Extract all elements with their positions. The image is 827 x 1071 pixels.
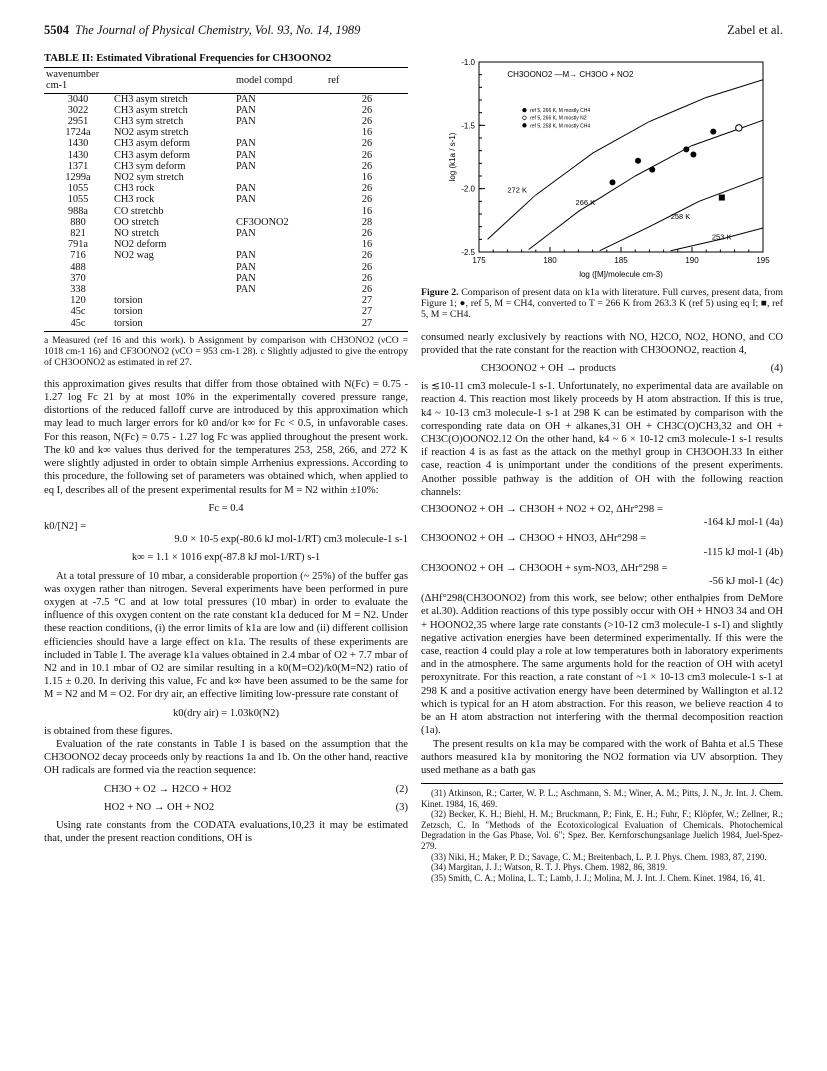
cell-ref: 26 bbox=[361, 160, 373, 172]
rate-constant-chart bbox=[421, 52, 783, 287]
cell-assignment: CH3 asym deform bbox=[114, 149, 191, 161]
cell-ref: 26 bbox=[361, 183, 373, 195]
equation-k0-lhs: k0/[N2] = bbox=[44, 520, 87, 532]
cell-model: PAN bbox=[236, 272, 256, 284]
table-row bbox=[44, 273, 408, 284]
reference-item: (35) Smith, C. A.; Molina, L. T.; Lamb, J. J.; Molina, M. J. Int. J. Chem. Kinet. 1984, 16, 41. bbox=[431, 872, 766, 883]
cell-wavenumber: 988a bbox=[67, 205, 88, 217]
cell-ref: 26 bbox=[361, 228, 373, 240]
reference-item: (32) Becker, K. H.; Biehl, H. M.; Bruckmann, P.; Fink, E. H.; Fuhr, F.; Klöpfer, W.; Zellner, R.; Zetzsch, C. In "Methods of the Ecotoxicological Evaluation of Chemicals. Photochemical Degradation in the Gas Phase, Vol. 6"; Spez. Ber. Kernforschungsanlage Juelich 1984, Juel-Spez-279. bbox=[421, 809, 783, 852]
cell-model: PAN bbox=[236, 183, 256, 195]
cell-assignment: NO2 asym stretch bbox=[114, 127, 189, 139]
table-row bbox=[44, 161, 408, 172]
cell-assignment bbox=[112, 273, 234, 284]
legend-marker bbox=[523, 116, 527, 120]
data-point bbox=[710, 129, 716, 135]
table-row bbox=[44, 228, 408, 239]
paragraph: is obtained from these figures. bbox=[44, 725, 173, 737]
table-header-row bbox=[44, 68, 408, 93]
cell-wavenumber: 338 bbox=[70, 284, 86, 296]
curve-label: 253 K bbox=[711, 232, 732, 242]
equation-number: (2) bbox=[395, 783, 408, 795]
col-header-ref: ref bbox=[326, 68, 408, 93]
cell-model: PAN bbox=[236, 194, 256, 206]
x-tick-label: 180 bbox=[543, 256, 557, 265]
cell-ref: 26 bbox=[361, 250, 373, 262]
data-point bbox=[635, 158, 641, 164]
x-tick-label: 175 bbox=[472, 256, 486, 265]
table-row bbox=[44, 217, 408, 228]
table-row bbox=[44, 194, 408, 205]
table-row bbox=[44, 206, 408, 217]
curve-label: 266 K bbox=[575, 198, 596, 208]
y-tick-label: -2.0 bbox=[461, 184, 475, 194]
cell-assignment: CO stretchb bbox=[114, 205, 164, 217]
table-row bbox=[44, 93, 408, 105]
journal-title: The Journal of Physical Chemistry, Vol. 93, No. 14, 1989 bbox=[75, 23, 361, 37]
left-column bbox=[44, 52, 408, 845]
cell-assignment: CH3 asym stretch bbox=[114, 104, 188, 116]
y-tick-label: -2.5 bbox=[461, 248, 475, 257]
cell-model: PAN bbox=[236, 228, 256, 240]
cell-wavenumber: 880 bbox=[70, 216, 86, 228]
paragraph: Evaluation of the rate constants in Table I is based on the assumption that the CH3OONO2 decay proceeds only by reactions 1a and 1b. On the other hand, reactive OH radicals are formed via the reaction sequence: bbox=[44, 738, 408, 777]
cell-wavenumber: 791a bbox=[67, 239, 88, 251]
cell-ref: 26 bbox=[361, 116, 373, 128]
table-row bbox=[44, 284, 408, 295]
paragraph: At a total pressure of 10 mbar, a considerable proportion (~ 25%) of the buffer gas was oxygen rather than nitrogen. Several experiments have been performed in pure oxygen at -7.5 °C and at low total pressures (10 mbar) in order to evaluate the influence of this oxygen content on the rate constant k1a deduced for M = N2. Under these reaction conditions, (i) the error limits of k1a are low and (ii) different collision efficiencies should have a large effect on k1a. The results of these experiments are included in Table I. The average k1a values obtained in 2.4 mbar of O2 + 7.7 mbar of N2 and in 10.1 mbar of O2 are similar resulting in a k0(M=O2)/k0(M=N2) ratio of 1.15 ± 0.20. In deriving this value, Fc and k∞ have been assumed to be the same for M = N2 and M = O2. For dry air, an effective limiting low-pressure rate constant of bbox=[44, 570, 408, 701]
curve-label: 258 K bbox=[670, 212, 691, 222]
curve-label: 272 K bbox=[507, 185, 528, 195]
cell-wavenumber: 1055 bbox=[67, 183, 89, 195]
fit-curve bbox=[488, 80, 763, 240]
paragraph: Using rate constants from the CODATA evaluations,10,23 it may be estimated that, under the present reaction conditions, OH is bbox=[44, 819, 408, 845]
cell-ref: 27 bbox=[361, 295, 373, 307]
cell-model bbox=[234, 172, 326, 183]
table-body bbox=[44, 93, 408, 331]
paragraph: this approximation gives results that differ from those obtained with N(Fc) = 0.75 - 1.27 log Fc 21 by at most 10% in the experimentally covered pressure range, distortions of the reduced falloff curve are introduced by this approximation which may lead to much larger errors for k0 and/or k∞ for Fc < 0.5, in unfavorable cases. For this reason, N(Fc) = 0.75 - 1.27 log Fc was applied throughout the present work. The k0 and k∞ values thus derived for the temperatures 253, 258, 266, and 272 K were slightly adjusted in order to obtain simple Arrhenius expressions. According to this procedure, the following set of parameters was obtained which, when applied to eq I, describes all of the present experimental results for M = N2 within ±10%: bbox=[44, 378, 408, 496]
x-tick-label: 190 bbox=[685, 256, 699, 265]
cell-model bbox=[234, 295, 326, 306]
cell-assignment: CH3 asym deform bbox=[114, 138, 191, 150]
paragraph: consumed nearly exclusively by reactions with NO, H2CO, NO2, HONO, and CO provided that the rate constant for the reaction with CH3OONO2, reaction 4, bbox=[421, 331, 783, 356]
cell-wavenumber: 1055 bbox=[67, 194, 89, 206]
references bbox=[421, 783, 783, 883]
cell-ref: 16 bbox=[361, 127, 373, 139]
cell-assignment: CH3 asym stretch bbox=[114, 93, 188, 105]
data-point bbox=[683, 146, 689, 152]
right-column bbox=[421, 52, 783, 883]
cell-assignment: CH3 sym deform bbox=[114, 160, 186, 172]
cell-wavenumber: 1724a bbox=[65, 127, 91, 139]
table-row bbox=[44, 116, 408, 127]
cell-wavenumber: 120 bbox=[70, 295, 86, 307]
cell-model bbox=[234, 127, 326, 138]
equation-dry-air: k0(dry air) = 1.03k0(N2) bbox=[173, 707, 279, 719]
equation-number: (3) bbox=[395, 801, 408, 813]
equation-4a-value: -164 kJ mol-1 (4a) bbox=[703, 517, 783, 529]
cell-model: PAN bbox=[236, 93, 256, 105]
legend-entry: ref 5, 266 K, M mostly N2 bbox=[530, 115, 587, 122]
cell-model bbox=[234, 318, 326, 332]
cell-model: PAN bbox=[236, 250, 256, 262]
reference-item: (33) Niki, H.; Maker, P. D.; Savage, C. M.; Breitenbach, L. P. J. Phys. Chem. 1983, 87, 2190. bbox=[431, 851, 767, 862]
table-row bbox=[44, 172, 408, 183]
table-row bbox=[44, 295, 408, 306]
reference-item: (31) Atkinson, R.; Carter, W. P. L.; Aschmann, S. M.; Winer, A. M.; Pitts, J. N., Jr. Int. J. Chem. Kinet. 1984, 16, 469. bbox=[421, 788, 783, 809]
cell-assignment: CH3 rock bbox=[114, 183, 155, 195]
cell-ref: 26 bbox=[361, 104, 373, 116]
table-row bbox=[44, 318, 408, 332]
plot-frame bbox=[479, 62, 763, 252]
cell-model bbox=[234, 206, 326, 217]
cell-model bbox=[234, 239, 326, 250]
table-title: TABLE II: Estimated Vibrational Frequencies for CH3OONO2 bbox=[44, 53, 332, 64]
cell-assignment: NO2 wag bbox=[114, 250, 154, 262]
cell-model bbox=[234, 306, 326, 317]
table-footnote: a Measured (ref 16 and this work). b Assignment by comparison with CH3ONO2 (νCO = 1018 cm-1 16) and CF3OONO2 (νCO = 953 cm-1 28). c Slightly adjusted to give the entropy of CH3OONO2 as estimated in ref 27. bbox=[44, 334, 408, 368]
cell-ref: 27 bbox=[326, 318, 408, 332]
x-tick-label: 185 bbox=[614, 256, 628, 265]
x-tick-label: 195 bbox=[756, 256, 770, 265]
cell-wavenumber: 488 bbox=[70, 261, 86, 273]
cell-ref: 16 bbox=[361, 205, 373, 217]
equation-text: CH3OONO2 + OH → products bbox=[481, 363, 616, 375]
table-row bbox=[44, 105, 408, 116]
equation-4 bbox=[421, 362, 783, 375]
table-row bbox=[44, 183, 408, 194]
cell-wavenumber: 45c bbox=[70, 306, 86, 318]
fit-curve bbox=[529, 120, 763, 249]
cell-wavenumber: 821 bbox=[70, 228, 86, 240]
frequency-table bbox=[44, 67, 408, 332]
cell-assignment: CH3 sym stretch bbox=[114, 116, 184, 128]
table-row bbox=[44, 250, 408, 261]
cell-wavenumber: 3040 bbox=[67, 93, 89, 105]
cell-ref: 26 bbox=[361, 272, 373, 284]
equation-2 bbox=[44, 783, 408, 796]
cell-wavenumber: 45c bbox=[44, 318, 112, 332]
data-point bbox=[690, 151, 696, 157]
cell-model: PAN bbox=[236, 261, 256, 273]
cell-wavenumber: 1430 bbox=[67, 138, 89, 150]
cell-wavenumber: 1430 bbox=[67, 149, 89, 161]
paragraph: The present results on k1a may be compared with the work of Bahta et al.5 These authors measured k1a by monitoring the NO2 formation via UV absorption. They used methane as a bath gas bbox=[421, 738, 783, 776]
data-point bbox=[609, 179, 615, 185]
legend-entry: ref 5, 266 K, M mostly CH4 bbox=[530, 108, 591, 115]
table-row bbox=[44, 239, 408, 250]
equation-4c-value: -56 kJ mol-1 (4c) bbox=[709, 576, 783, 588]
cell-ref: 28 bbox=[361, 216, 373, 228]
data-point bbox=[649, 167, 655, 173]
cell-ref: 26 bbox=[361, 138, 373, 150]
equation-fc: Fc = 0.4 bbox=[208, 502, 244, 514]
cell-ref: 27 bbox=[361, 306, 373, 318]
paragraph: (ΔHf°298(CH3OONO2) from this work, see below; other enthalpies from DeMore et al.30). Addition reactions of this type possibly occur with OH + HNO3 34 and OH + HOONO2,35 where large rate constants (>10-12 cm3 molecule-1 s-1) and slightly negative activation energies have been determined experimentally. If this were the case, reaction 4 could play a role at low temperatures both in laboratory experiments and in the atmosphere. The same arguments hold for the reaction of OH with acetyl peroxynitrate. For this reaction, a rate constant of ~1 × 10-13 cm3 molecule-1 s-1 at 298 K and a positive activation energy have been determined by Wallington et al.12 which is typical for an H atom abstraction. For this reason, we believe reaction 4 to be an H atom abstraction not interfering with the thermal decomposition reaction (1a). bbox=[421, 593, 783, 737]
table-row bbox=[44, 127, 408, 138]
legend-entry: ref 5, 258 K, M mostly CH4 bbox=[530, 123, 591, 130]
col-header-model: model compd bbox=[234, 68, 326, 93]
cell-assignment: NO stretch bbox=[114, 228, 159, 240]
chart-title: CH3OONO2 —M→ CH3OO + NO2 bbox=[507, 70, 634, 80]
cell-ref: 26 bbox=[361, 261, 373, 273]
equation-text: HO2 + NO → OH + NO2 bbox=[104, 801, 215, 813]
cell-assignment: torsion bbox=[114, 306, 143, 318]
cell-wavenumber: 370 bbox=[70, 272, 86, 284]
cell-model: PAN bbox=[236, 116, 256, 128]
paragraph: is ≲10-11 cm3 molecule-1 s-1. Unfortunately, no experimental data are available on reaction 4. This reaction most likely proceeds by H atom abstraction. If this is true, k4 ~ 10-13 cm3 molecule-1 s-1 at 298 K can be estimated by comparison with the corresponding rate data on OH + alkanes,31 OH + CH3C(O)CH3,32 and OH + CH3C(O)OONO2.12 On the other hand, k4 ~ 6 × 10-12 cm3 molecule-1 s-1 results if reaction 4 is as fast as the attack on the methyl group in CH3OOH.33 In either case, reaction 4 is unimportant under the conditions of the present experiments. Another possible pathway is the addition of OH with the following reaction channels: bbox=[421, 381, 783, 498]
cell-assignment: torsion bbox=[114, 295, 143, 307]
legend-marker bbox=[523, 124, 527, 128]
equation-text: CH3O + O2 → H2CO + HO2 bbox=[104, 783, 232, 795]
equation-kinf: k∞ = 1.1 × 1016 exp(-87.8 kJ mol-1/RT) s-1 bbox=[131, 552, 321, 564]
cell-assignment: CH3 rock bbox=[114, 194, 155, 206]
cell-wavenumber: 3022 bbox=[67, 104, 89, 116]
caption-label: Figure 2. bbox=[421, 287, 459, 298]
cell-ref: 26 bbox=[361, 93, 373, 105]
cell-ref: 26 bbox=[361, 284, 373, 296]
cell-model: PAN bbox=[236, 138, 256, 150]
equation-4b: CH3OONO2 + OH → CH3OO + HNO3, ΔHr°298 = bbox=[421, 533, 647, 545]
reference-item: (34) Margitan, J. J.; Watson, R. T. J. Phys. Chem. 1982, 86, 3819. bbox=[431, 862, 668, 873]
cell-wavenumber: 1371 bbox=[67, 160, 89, 172]
cell-wavenumber: 2951 bbox=[67, 116, 89, 128]
running-authors: Zabel et al. bbox=[727, 23, 783, 37]
col-header-wavenumber: wavenumber cm-1 bbox=[44, 68, 112, 93]
data-point-open bbox=[736, 125, 742, 131]
y-tick-label: -1.5 bbox=[461, 121, 475, 131]
y-axis-label: log (k1a / s-1) bbox=[448, 132, 457, 182]
cell-ref: 26 bbox=[361, 194, 373, 206]
table-row bbox=[44, 150, 408, 161]
cell-assignment: OO stretch bbox=[114, 216, 159, 228]
equation-3 bbox=[44, 801, 408, 814]
cell-assignment bbox=[112, 262, 234, 273]
cell-model: PAN bbox=[236, 149, 256, 161]
cell-ref: 16 bbox=[361, 239, 373, 251]
legend-marker bbox=[523, 108, 527, 112]
caption-text: Comparison of present data on k1a with literature. Full curves, present data, from Figure 1; ●, ref 5, M = CH4, converted to T = 266 K from 263.3 K (ref 5) using eq I; ■, ref 5, M = CH4. bbox=[421, 287, 783, 321]
cell-model: PAN bbox=[236, 284, 256, 296]
cell-ref: 16 bbox=[361, 172, 373, 184]
equation-4c: CH3OONO2 + OH → CH3OOH + sym-NO3, ΔHr°298 = bbox=[421, 562, 668, 574]
table-row bbox=[44, 138, 408, 149]
data-point-square bbox=[719, 195, 725, 201]
cell-model: PAN bbox=[236, 160, 256, 172]
cell-assignment: NO2 deform bbox=[114, 239, 167, 251]
figure-2 bbox=[421, 52, 783, 287]
table-row bbox=[44, 262, 408, 273]
cell-model: CF3OONO2 bbox=[236, 216, 289, 228]
equation-4a: CH3OONO2 + OH → CH3OH + NO2 + O2, ΔHr°298 = bbox=[421, 504, 663, 516]
figure-caption bbox=[421, 287, 783, 321]
col-header-assignment bbox=[112, 68, 234, 93]
x-axis-label: log ([M]/molecule cm-3) bbox=[579, 270, 663, 279]
y-tick-label: -1.0 bbox=[461, 58, 475, 67]
cell-wavenumber: 716 bbox=[70, 250, 86, 262]
cell-assignment bbox=[112, 284, 234, 295]
cell-assignment: torsion bbox=[112, 318, 234, 332]
cell-assignment: NO2 sym stretch bbox=[114, 172, 184, 184]
cell-model: PAN bbox=[236, 104, 256, 116]
page-number: 5504 bbox=[44, 23, 69, 37]
table-row bbox=[44, 306, 408, 317]
cell-wavenumber: 1299a bbox=[65, 172, 91, 184]
equation-k0-rhs: 9.0 × 10-5 exp(-80.6 kJ mol-1/RT) cm3 molecule-1 s-1 bbox=[174, 534, 408, 546]
cell-ref: 26 bbox=[361, 149, 373, 161]
equation-4b-value: -115 kJ mol-1 (4b) bbox=[703, 546, 783, 558]
equation-number: (4) bbox=[770, 363, 783, 375]
